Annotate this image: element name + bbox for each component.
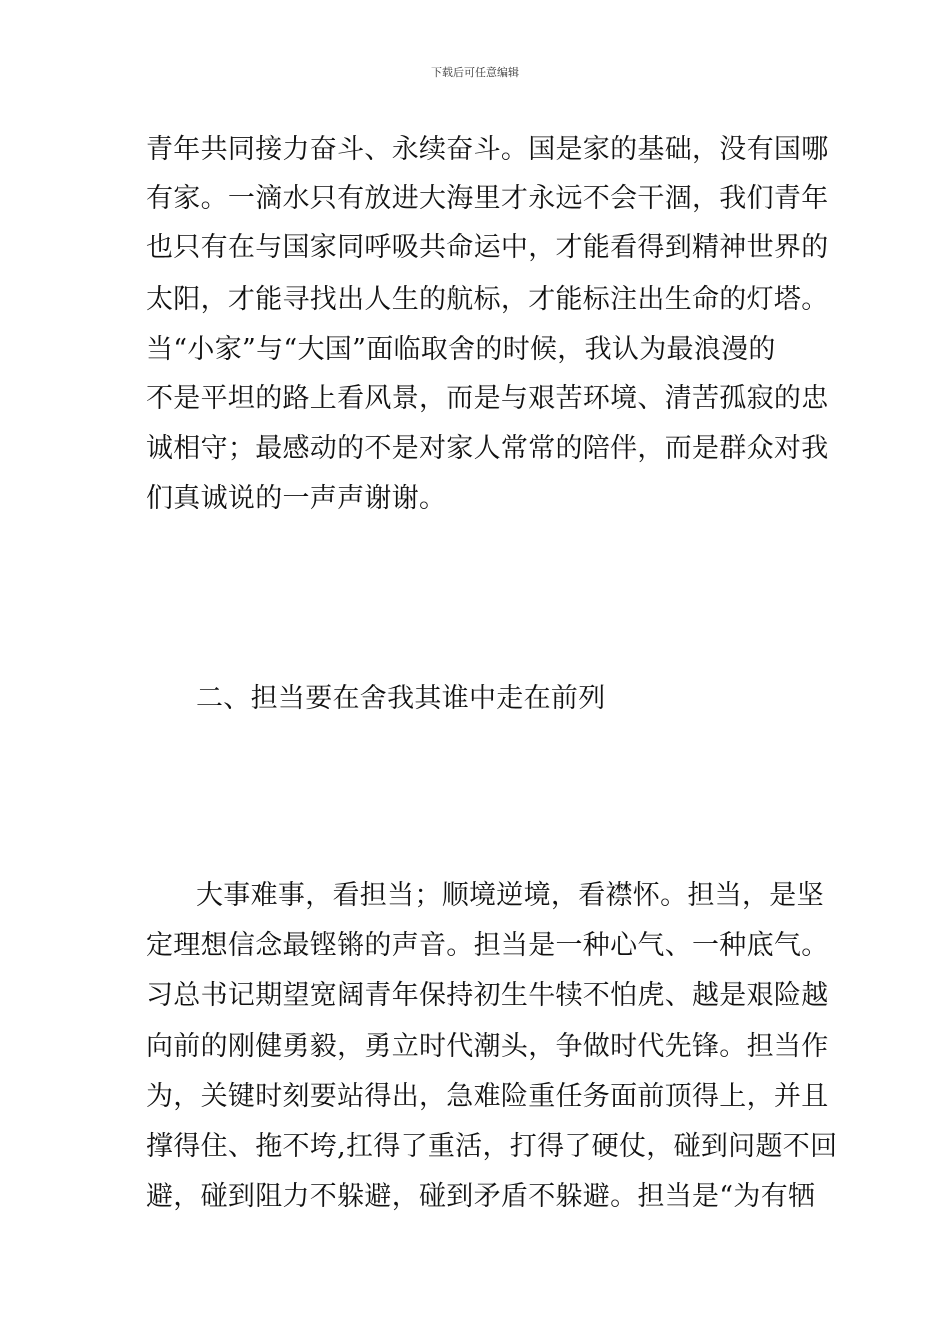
paragraph-line: 习总书记期望宽阔青年保持初生牛犊不怕虎、越是艰险越 (146, 980, 829, 1011)
paragraph-line: 定理想信念最铿锵的声音。担当是一种心气、一种底气。 (146, 930, 829, 961)
paragraph-line: 有家。一滴水只有放进大海里才永远不会干涸，我们青年 (146, 183, 829, 214)
paragraph-line: 不是平坦的路上看风景，而是与艰苦环境、清苦孤寂的忠 (146, 383, 829, 414)
page-header: 下载后可任意编辑 (431, 66, 519, 79)
paragraph-line: 避，碰到阻力不躲避，碰到矛盾不躲避。担当是“为有牺 (146, 1181, 816, 1212)
section-heading: 二、担当要在舍我其谁中走在前列 (196, 683, 606, 714)
paragraph-line: 当“小家”与“大国”面临取舍的时候，我认为最浪漫的 (146, 334, 776, 365)
paragraph-line: 撑得住、拖不垮,扛得了重活，打得了硬仗，碰到问题不回 (146, 1131, 838, 1162)
paragraph-line: 太阳，才能寻找出人生的航标，才能标注出生命的灯塔。 (146, 284, 829, 315)
paragraph-line: 为，关键时刻要站得出，急难险重任务面前顶得上，并且 (146, 1081, 829, 1112)
paragraph-line: 也只有在与国家同呼吸共命运中，才能看得到精神世界的 (146, 232, 829, 263)
paragraph-line: 青年共同接力奋斗、永续奋斗。国是家的基础，没有国哪 (146, 134, 829, 165)
paragraph-line: 向前的刚健勇毅，勇立时代潮头，争做时代先锋。担当作 (146, 1031, 829, 1062)
paragraph-line: 诚相守；最感动的不是对家人常常的陪伴，而是群众对我 (146, 433, 829, 464)
paragraph-line: 大事难事，看担当；顺境逆境，看襟怀。担当，是坚 (196, 880, 824, 911)
paragraph-line: 们真诚说的一声声谢谢。 (146, 483, 447, 514)
